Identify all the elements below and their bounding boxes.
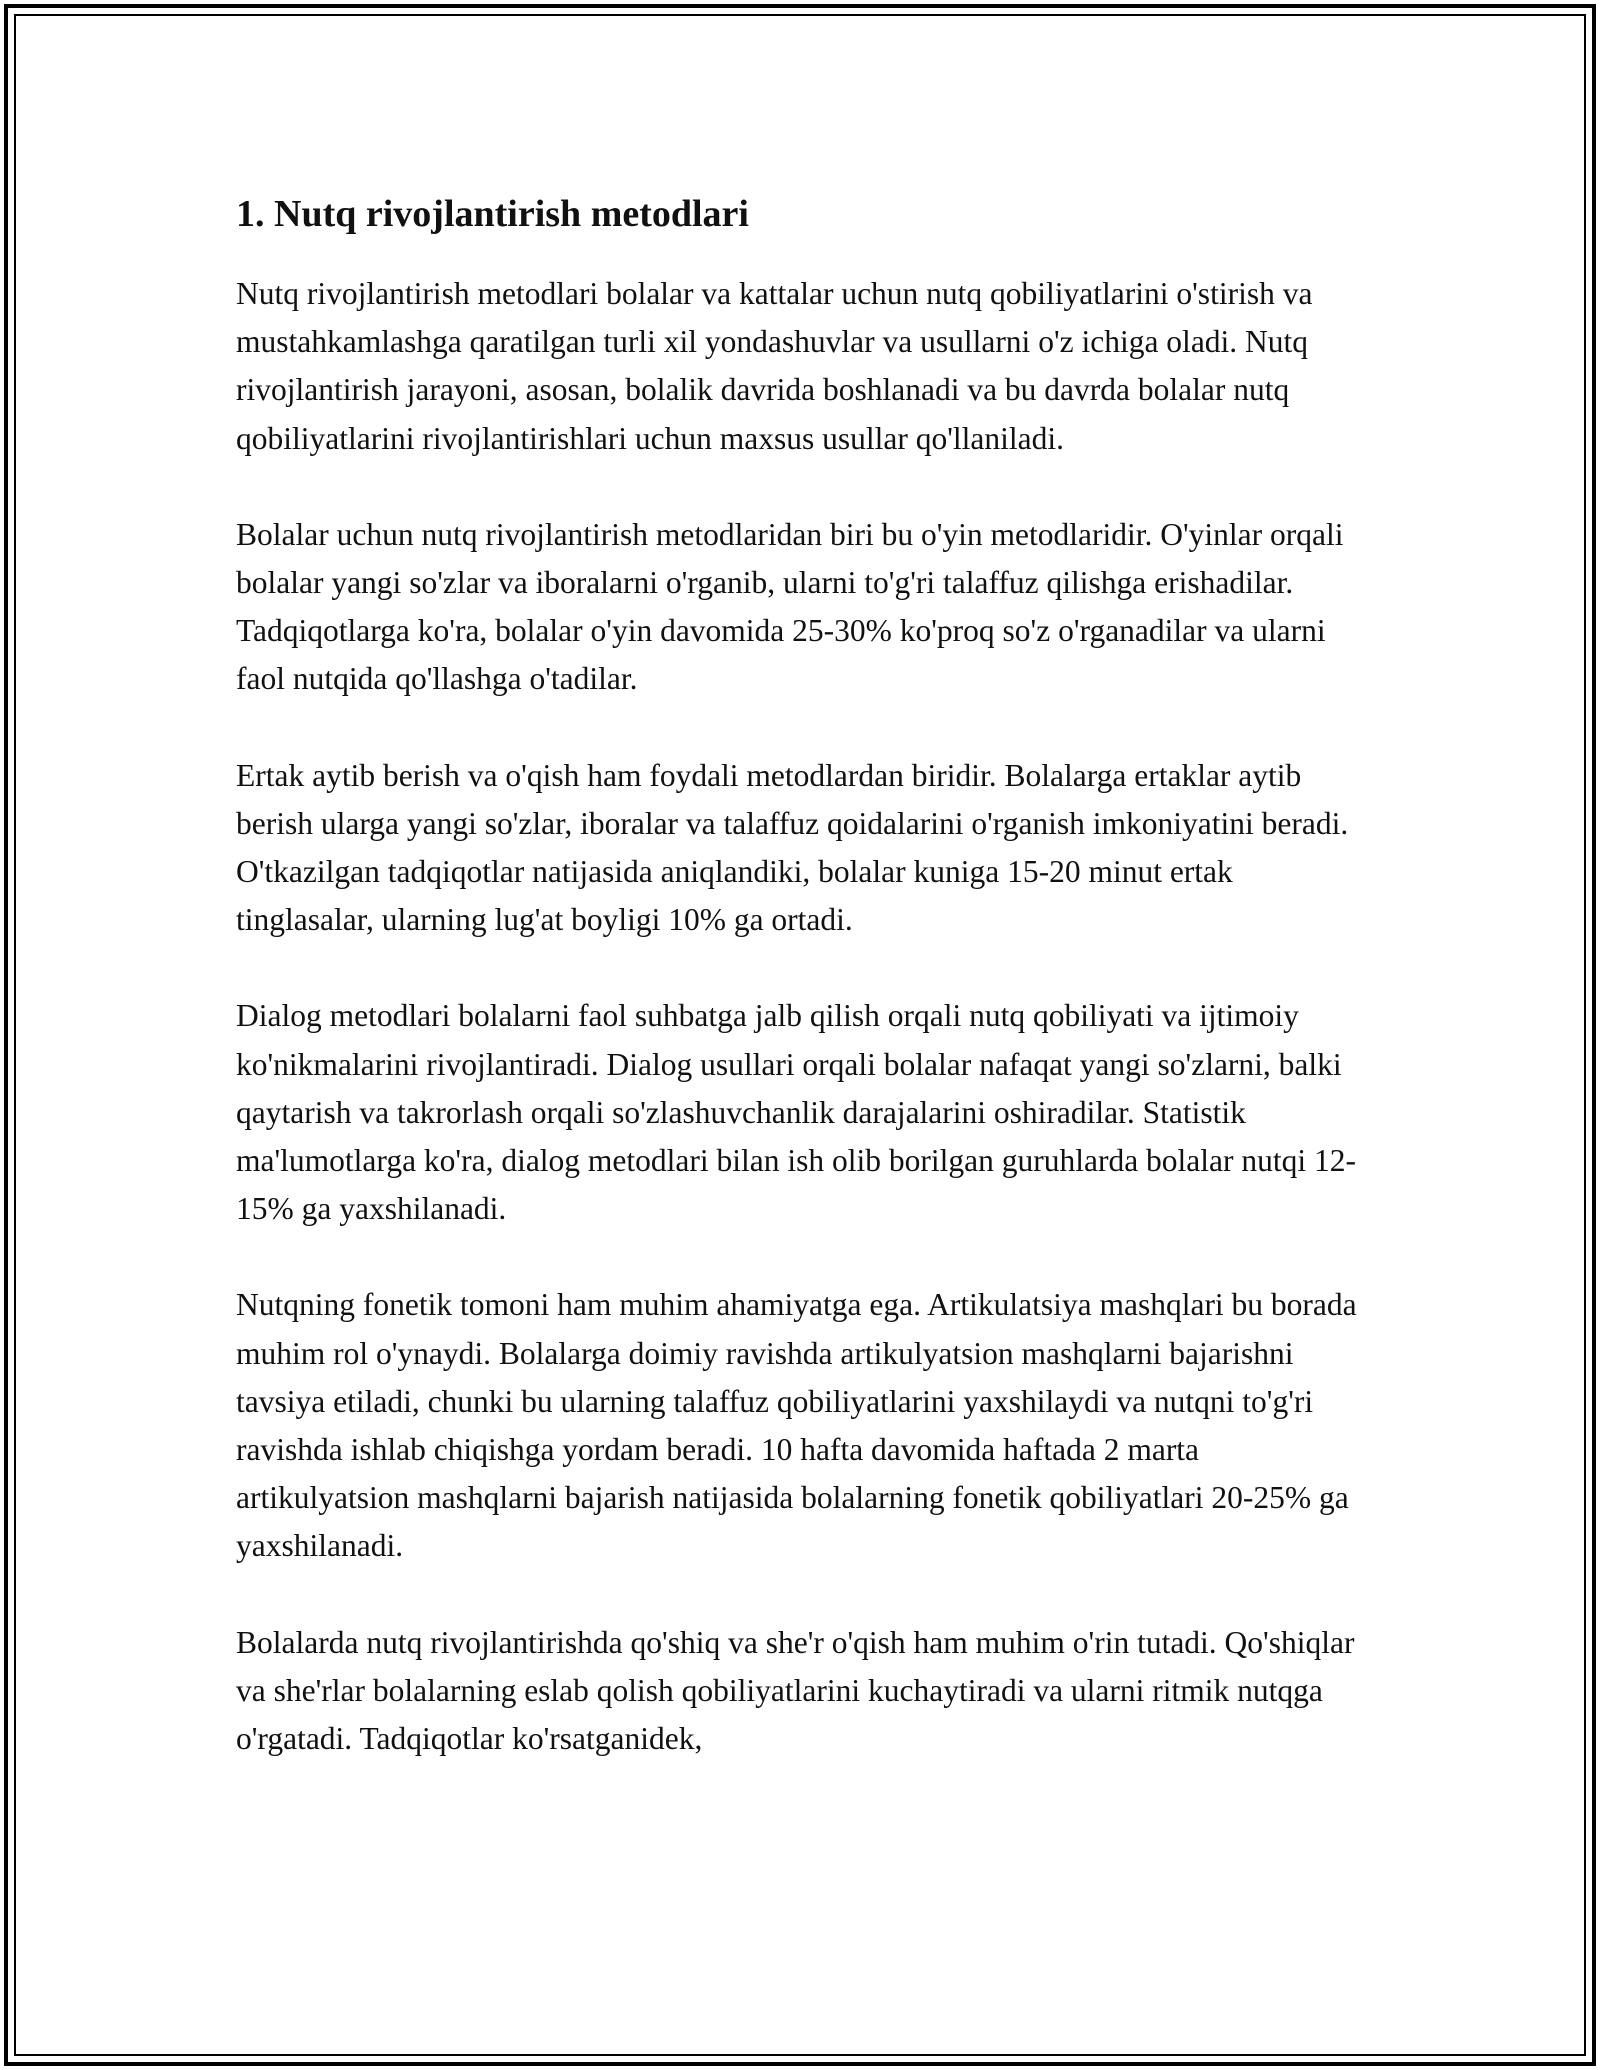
paragraph-3: Ertak aytib berish va o'qish ham foydali metodlardan biridir. Bolalarga ertaklar aytib berish ularga yangi so'zlar, iboralar va talaffuz qoidalarini o'rganish imkoniyatini beradi. O'tkazilgan tadqiqotlar natijasida aniqlandiki, bolalar kuniga 15-20 minut ertak tinglasalar, ularning lug'at boyligi 10% ga ortadi. [236,757,1349,938]
paragraph-4: Dialog metodlari bolalarni faol suhbatga jalb qilish orqali nutq qobiliyati va ijtimoiy ko'nikmalarini rivojlantiradi. Dialog usullari orqali bolalar nafaqat yangi so'zlarni, balki qaytarish va takrorlash orqali so'zlashuvchanlik darajalarini oshiradilar. Statistik ma'lumotlarga ko'ra, dialog metodlari bilan ish olib borilgan guruhlarda bolalar nutqi 12-15% ga yaxshilanadi. [236,998,1357,1227]
paragraph-5: Nutqning fonetik tomoni ham muhim ahamiyatga ega. Artikulatsiya mashqlari bu borada muhim rol o'ynaydi. Bolalarga doimiy ravishda artikulyatsion mashqlarni bajarishni tavsiya etiladi, chunki bu ularning talaffuz qobiliyatlarini yaxshilaydi va nutqni to'g'ri ravishda ishlab chiqishga yordam beradi. 10 hafta davomida haftada 2 marta artikulyatsion mashqlarni bajarish natijasida bolalarning fonetik qobiliyatlari 20-25% ga yaxshilanadi. [236,1287,1357,1564]
paragraph-6: Bolalarda nutq rivojlantirishda qo'shiq va she'r o'qish ham muhim o'rin tutadi. Qo'shiqlar va she'rlar bolalarning eslab qolish qobiliyatlarini kuchaytiradi va ularni ritmik nutqga o'rgatadi. Tadqiqotlar ko'rsatganidek, [236,1624,1355,1757]
section-heading: 1. Nutq rivojlantirish metodlari [236,193,749,235]
paragraph-2: Bolalar uchun nutq rivojlantirish metodlaridan biri bu o'yin metodlaridir. O'yinlar orqali bolalar yangi so'zlar va iboralarni o'rganib, ularni to'g'ri talaffuz qilishga erishadilar. Tadqiqotlarga ko'ra, bolalar o'yin davomida 25-30% ko'proq so'z o'rganadilar va ularni faol nutqida qo'llashga o'tadilar. [236,516,1344,697]
paragraph-1: Nutq rivojlantirish metodlari bolalar va kattalar uchun nutq qobiliyatlarini o'stirish va mustahkamlashga qaratilgan turli xil yondashuvlar va usullarni o'z ichiga oladi. Nutq rivojlantirish jarayoni, asosan, bolalik davrida boshlanadi va bu davrda bolalar nutq qobiliyatlarini rivojlantirishlari uchun maxsus usullar qo'llaniladi. [236,276,1313,456]
document-body [236,188,1366,1811]
